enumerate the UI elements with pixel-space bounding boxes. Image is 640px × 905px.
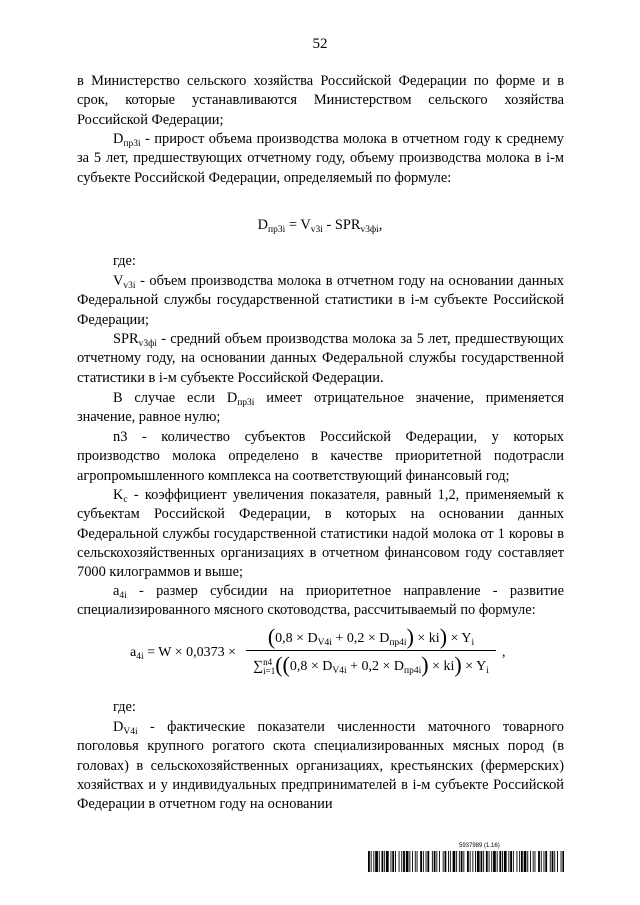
paragraph-vv3i: $V_{v3i}$ - объем производства молока в отчетном году на основании данных Федеральной службы государственной статистики в i-м субъекте Российской Федерации; (77, 273, 564, 328)
paragraph-dv4i: $D_{V4i}$ - фактические показатели численности маточного товарного поголовья крупного рогатого скота специализированных мясных пород (в головах) в сельскохозяйственных организациях, крестьянских (фермерских) хозяйствах и у индивидуальных предпринимателей в i-м субъекте Российской Федерации в отчетном году на основании (77, 719, 564, 813)
document-code: 5937989 (1.16) (459, 843, 500, 849)
paragraph-n3: n3 - количество субъектов Российской Федерации, у которых производство молока определено в качестве приоритетной подотрасли агропромышленного комплекса на соответствующий финансовый год; (77, 429, 564, 484)
page-number: 52 (312, 36, 328, 52)
paragraph-dpr3i: $D_{пр3i}$ - прирост объема производства молока в отчетном году к среднему за 5 лет, предшествующих отчетному году, объему производства молока в i-м субъекте Российской Федерации, определяемый по формуле: (77, 131, 564, 186)
where-label-2: где: (113, 699, 136, 715)
fraction-bar (246, 650, 496, 651)
formula-fraction (246, 622, 496, 680)
paragraph-sprv3fi: $SPR_{v3фi}$ - средний объем производства молока за 5 лет, предшествующих отчетному году, на основании данных Федеральной службы государственной статистики в i-м субъекте Российской Федерации. (77, 331, 564, 386)
formula-denominator: ∑ n4 i=1 $((0,8 \times D_{V4i} + 0,2 \times D_{пр4i}) \times ki) \times Y_i$ (253, 652, 489, 677)
formula-dpr3i: $D_{пр3i} = V_{v3i} - SPR_{v3фi}$, (257, 217, 383, 235)
paragraph-kc: $K_c$ - коэффициент увеличения показателя, равный 1,2, применяемый к субъектам Российской Федерации, в которых на основании данных Федеральной службы государственной статистики надой молока от 1 коровы в сельскохозяйственных организациях в отчетном финансовом году составляет 7000 килограммов и выше; (77, 487, 564, 581)
where-label-1: где: (113, 253, 136, 269)
formula-lhs: $a_{4i} = W \times 0,0373$ × (130, 645, 237, 662)
paragraph-1: в Министерство сельского хозяйства Российской Федерации по форме и в срок, которые устанавливаются Министерством сельского хозяйства Российской Федерации; (77, 73, 564, 128)
paragraph-a4i: $a_{4i}$ - размер субсидии на приоритетное направление - развитие специализированного мясного скотоводства, рассчитываемый по формуле: (77, 583, 564, 619)
paragraph-negative-case: В случае если $D_{пр3i}$ имеет отрицательное значение, применяется значение, равное нулю; (77, 390, 565, 426)
barcode (368, 851, 564, 872)
formula-comma: , (502, 645, 506, 660)
formula-a4i (130, 622, 550, 692)
formula-numerator: $(0,8 \times D_{V4i} + 0,2 \times D_{пр4i}) \times ki) \times Y_i$ (267, 624, 475, 649)
